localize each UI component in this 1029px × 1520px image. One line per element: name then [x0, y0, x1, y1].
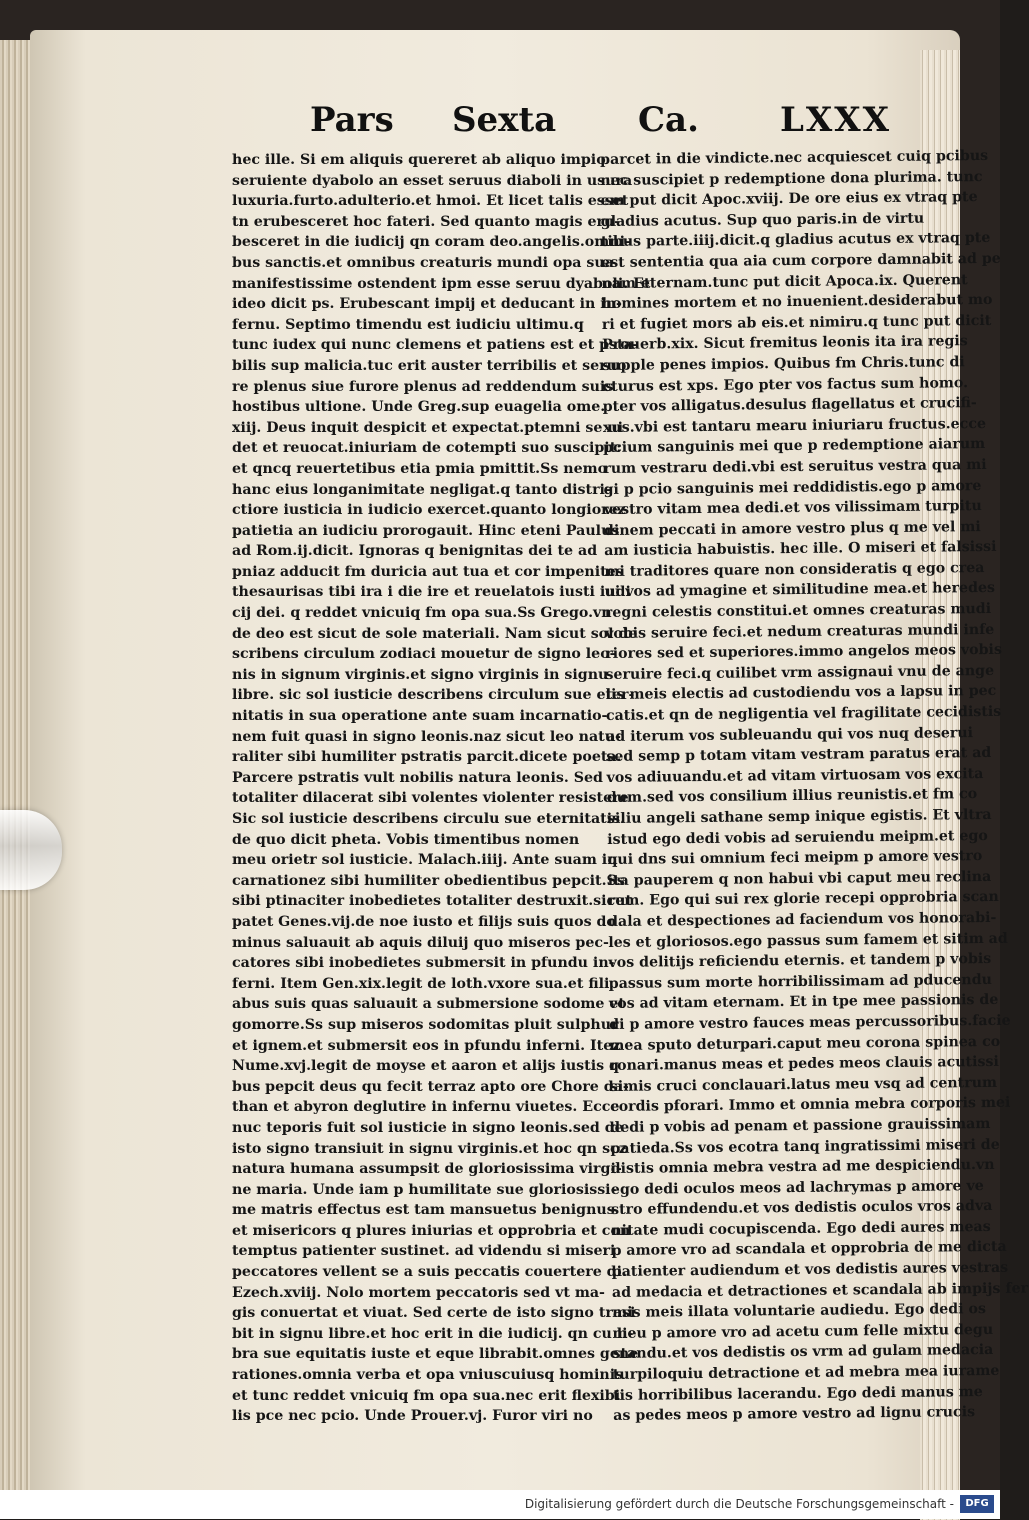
text-line: catores sibi inobedietes submersit in pfundu in- — [232, 955, 615, 972]
text-line: bilis sup malicia.tuc erit auster terribilis et seruo — [232, 357, 627, 374]
text-line: pter vos alligatus.desulus flagellatus et crucifi- — [602, 395, 977, 416]
text-line: gladius acutus. Sup quo paris.in de virtu — [600, 210, 925, 230]
text-line: hostibus ultione. Unde Greg.sup euagelia ome. — [232, 399, 606, 416]
text-line: tunc iudex qui nunc clemens et patiens est et psta- — [232, 337, 639, 354]
text-line: mi traditores quare non consideratis q ego crea — [604, 559, 985, 580]
text-line: lis pce nec pcio. Unde Prouer.vj. Furor viri no — [232, 1408, 593, 1425]
text-line: am iusticia habuistis. hec ille. O miseri et falsissi — [604, 539, 997, 560]
text-line: bra sue equitatis iuste et eque librabit.omnes gene — [232, 1346, 639, 1363]
text-line: temptus patienter sustinet. ad videndu si miseri — [232, 1243, 616, 1260]
text-line: nitatis in sua operatione ante suam incarnatio- — [232, 708, 608, 725]
text-line: ronari.manus meas et pedes meos clauis acutissi — [609, 1053, 999, 1075]
text-line: siliu angeli sathane semp inique egistis. Et vltra — [606, 806, 992, 827]
text-line: dedi p vobis ad penam et passione grauissimam — [610, 1115, 991, 1136]
text-line: les et gloriosos.ego passus sum famem et sitim ad — [608, 930, 1008, 951]
text-line: ui vos ad ymagine et similitudine mea.et heredes — [604, 580, 996, 601]
text-line: tn erubesceret hoc fateri. Sed quanto magis eru- — [232, 213, 621, 230]
text-line: dinem peccati in amore vestro plus q me vel mi — [603, 518, 981, 539]
text-line: catis.et qn de negligentia vel fragilitate cecidistis — [605, 703, 1002, 724]
footer-bar — [0, 1490, 1000, 1519]
text-line: me matris effectus est tam mansuetus benignus — [232, 1202, 615, 1219]
text-line: patienter audiendum et vos dedistis aures vestras — [611, 1259, 1009, 1281]
text-line: di p amore vestro fauces meas percussoribus.facie — [609, 1012, 1011, 1033]
text-line: scribens circulum zodiaci mouetur de signo leo- — [232, 646, 616, 663]
text-line: tibus parte.iiij.dicit.q gladius acutus ex vtraq pte — [600, 230, 991, 251]
text-line: minus saluauit ab aquis diluij quo miseros pec- — [232, 934, 609, 951]
text-line: vobis seruire feci.et nedum creaturas mundi infe — [604, 621, 995, 642]
text-line: et qncq reuertetibus etia pmia pmittit.Ss nemo — [232, 460, 608, 477]
text-line: Ezech.xviij. Nolo mortem peccatoris sed vt ma- — [232, 1284, 605, 1301]
text-line: ferni. Item Gen.xix.legit de loth.vxore sua.et fili — [232, 975, 610, 992]
text-line: fernu. Septimo timendu est iudiciu ultimu.q — [232, 316, 584, 333]
text-line: et tunc reddet vnicuiq fm opa sua.nec erit flexibi — [232, 1387, 621, 1404]
header-folio-number: LXXX — [780, 100, 892, 140]
text-line: rationes.omnia verba et opa vniuscuiusq hominis — [232, 1367, 624, 1384]
text-line: et misericors q plures iniurias et opprobria et con — [232, 1222, 631, 1239]
text-line: tis horribilibus lacerandu. Ego dedi manus me — [612, 1383, 983, 1404]
text-line: nam eternam.tunc put dicit Apoca.ix. Querent — [601, 271, 968, 292]
footer-credit: Digitalisierung gefördert durch die Deutsche Forschungsgemeinschaft - — [524, 1497, 954, 1511]
text-line: ad iterum vos subleuandu qui vos nuq deserui — [606, 724, 974, 745]
text-line: supple penes impios. Quibus fm Chris.tunc di — [602, 354, 965, 374]
text-line: qui dns sui omnium feci meipm p amore vestro — [607, 848, 983, 869]
text-line: cordis pforari. Immo et omnia mebra corporis mei — [609, 1095, 1011, 1116]
text-line: sed semp p totam vitam vestram paratus erat ad — [606, 745, 992, 766]
text-line: regni celestis constitui.et omnes creaturas mudi — [604, 600, 992, 622]
text-line: ri et fugiet mors ab eis.et nimiru.q tunc put dicit — [601, 312, 992, 333]
text-line: nec suscipiet p redemptione dona plurima. tunc — [600, 168, 983, 189]
text-line: ctiore iusticia in iudicio exercet.quanto longiorez — [232, 502, 626, 519]
text-line: dala et despectiones ad faciendum vos honorabi- — [608, 909, 997, 930]
text-line: vestro vitam mea dedi.et vos vilissimam turpitu — [603, 498, 982, 519]
text-line: nis in signum virginis.et signo virginis in signu — [232, 666, 609, 683]
text-line: cij dei. q reddet vnicuiq fm opa sua.Ss Grego.vn — [232, 605, 612, 622]
text-line: distis omnia mebra vestra ad me despiciendu.vn — [610, 1157, 995, 1178]
text-line: ita pauperem q non habui vbi caput meu reclina — [607, 868, 992, 889]
text-line: vos adiuuandu.et ad vitam virtuosam vos excita — [606, 765, 984, 786]
text-line: Prouerb.xix. Sicut fremitus leonis ita ira regis — [601, 333, 968, 354]
text-line: gis conuertat et viuat. Sed certe de isto signo trasi — [232, 1305, 636, 1322]
text-line: parcet in die vindicte.nec acquiescet cuiq pcibus — [600, 147, 989, 168]
text-line: est sententia qua aia cum corpore damnabit ad pe — [601, 250, 1001, 271]
text-line: nuc teporis fuit sol iusticie in signo leonis.sed de — [232, 1119, 624, 1136]
text-line: seruiente dyabolo an esset seruus diaboli in usura — [232, 172, 633, 189]
text-line: bus pepcit deus qu fecit terraz apto ore Chore da- — [232, 1078, 629, 1095]
text-line: lis meis electis ad custodiendu vos a lapsu in pec — [605, 683, 997, 704]
text-line: de deo est sicut de sole materiali. Nam sicut sol de — [232, 625, 638, 642]
running-header — [310, 100, 910, 150]
text-line: vos ad vitam eternam. Et in tpe mee passionis de — [608, 992, 999, 1013]
text-line: Nume.xvj.legit de moyse et aaron et alijs iustis q — [232, 1058, 619, 1075]
text-line: rum vestraru dedi.vbi est seruitus vestra qua mi — [603, 456, 987, 477]
text-line: raliter sibi humiliter pstratis parcit.dicete poeta. — [232, 749, 622, 766]
text-line: natura humana assumpsit de gloriosissima virgi- — [232, 1161, 622, 1178]
text-line: meu p amore vro ad acetu cum felle mixtu degu — [612, 1321, 994, 1342]
text-line: isto signo transiuit in signu virginis.et hoc qn scz — [232, 1140, 627, 1157]
text-line: manifestissime ostendent ipm esse seruu dyaboli. Et — [232, 275, 651, 292]
text-line: p amore vro ad scandala et opprobria de me dicta — [611, 1239, 1007, 1260]
text-line: bit in signu libre.et hoc erit in die iudicij. qn cu li- — [232, 1325, 634, 1342]
text-line: riores sed et superiores.immo angelos meos vobis — [605, 642, 1002, 663]
text-line: pcium sanguinis mei que p redemptione aiarum — [603, 436, 986, 457]
left-text-column — [232, 150, 651, 1427]
text-line: mea sputo deturpari.caput meu corona spinea co — [609, 1033, 1001, 1054]
text-line: besceret in die iudicij qn coram deo.angelis.omni- — [232, 234, 631, 251]
dfg-logo: DFG — [960, 1495, 994, 1513]
text-line: cturus est xps. Ego pter vos factus sum homo. — [602, 374, 969, 395]
header-word-pars: Pars — [310, 100, 394, 140]
text-line: ego dedi oculos meos ad lachrymas p amore ve — [610, 1177, 984, 1198]
text-line: homines mortem et no inuenient.desiderabut mo — [601, 292, 993, 313]
text-line: passus sum morte horribilissimam ad pducendu — [608, 971, 992, 992]
text-line: abus suis quas saluauit a submersione sodome et — [232, 996, 625, 1013]
text-line: standu.et vos dedistis os vrm ad gulam medacia — [612, 1342, 994, 1363]
text-line: xus.vbi est tantaru mearu iniuriaru fructus.ecce — [602, 415, 987, 436]
text-line: nem fuit quasi in signo leonis.naz sicut leo natu- — [232, 728, 621, 745]
text-line: istud ego dedi vobis ad seruiendu meipm.et ego — [607, 827, 988, 848]
text-line: thesaurisas tibi ira i die ire et reuelatois iusti iudi — [232, 584, 631, 601]
text-line: pniaz adducit fm duricia aut tua et cor impenites — [232, 563, 624, 580]
text-line: nitate mudi cocupiscenda. Ego dedi aures meas — [611, 1218, 991, 1239]
text-line: hec ille. Si em aliquis quereret ab aliquo impio — [232, 152, 606, 168]
text-line: ad medacia et detractiones et scandala ab impijs fer — [611, 1280, 1029, 1301]
text-line: ne maria. Unde iam p humilitate sue gloriosissi- — [232, 1181, 617, 1198]
text-line: Parcere pstratis vult nobilis natura leonis. Sed — [232, 769, 603, 786]
text-line: et ignem.et submersit eos in pfundu inferni. Itez — [232, 1037, 621, 1054]
text-line: xiij. Deus inquit despicit et expectat.ptemni se ui — [232, 419, 624, 436]
text-line: stro effundendu.et vos dedistis oculos vros adva — [611, 1198, 993, 1219]
text-line: carnationez sibi humiliter obedientibus pepcit.Ss — [232, 872, 625, 889]
text-line: bus sanctis.et omnibus creaturis mundi opa sua — [232, 254, 614, 271]
text-line: rem. Ego qui sui rex glorie recepi opprobria scan — [607, 889, 999, 910]
text-line: gi p pcio sanguinis mei reddidistis.ego p amore — [603, 477, 982, 498]
text-line: meu orietr sol iusticie. Malach.iiij. Ante suam in — [232, 852, 618, 869]
text-line: sibi ptinaciter inobedietes totaliter destruxit.sicut — [232, 893, 633, 910]
text-line: than et abyron deglutire in infernu viuetes. Ecce — [232, 1099, 620, 1116]
text-line: ideo dicit ps. Erubescant impij et deducant in in- — [232, 296, 622, 313]
right-text-column — [600, 146, 1029, 1426]
text-line: hanc eius longanimitate negligat.q tanto distri- — [232, 481, 611, 498]
text-line: det et reuocat.iniuriam de cotempti suo suscipit: — [232, 440, 622, 457]
text-line: patieda.Ss vos ecotra tanq ingratissimi miseri de — [610, 1136, 1000, 1157]
text-line: ad Rom.ij.dicit. Ignoras q benignitas dei te ad — [232, 543, 598, 560]
text-line: seruire feci.q cuilibet vrm assignaui vnu de ange — [605, 662, 995, 683]
text-line: luxuria.furto.adulterio.et hmoi. Et licet talis esset — [232, 193, 629, 210]
header-word-ca: Ca. — [638, 100, 699, 140]
header-word-sexta: Sexta — [452, 100, 557, 140]
text-line: mis meis illata voluntarie audiedu. Ego dedi os — [612, 1301, 987, 1322]
text-line: em put dicit Apoc.xviij. De ore eius ex vtraq pte — [600, 189, 978, 210]
text-line: libre. sic sol iusticie describens circulum sue eter- — [232, 687, 635, 704]
text-line: simis cruci conclauari.latus meu vsq ad centrum — [609, 1074, 998, 1095]
text-line: as pedes meos p amore vestro ad lignu crucis — [613, 1404, 976, 1425]
text-line: Sic sol iusticie describens circulu sue eternitatis. — [232, 811, 626, 827]
text-line: peccatores vellent se a suis peccatis couertere di. — [232, 1264, 627, 1281]
text-line: dum.sed vos consilium illius reunistis.et fm co — [606, 786, 978, 807]
text-line: re plenus siue furore plenus ad reddendum suis — [232, 378, 614, 395]
text-line: turpiloquiu detractione et ad mebra mea iurame — [612, 1362, 1000, 1383]
text-line: de quo dicit pheta. Vobis timentibus nomen — [232, 831, 580, 848]
text-line: vos delitijs reficiendu eternis. et tandem p vobis — [608, 951, 992, 972]
text-line: gomorre.Ss sup miseros sodomitas pluit sulphur — [232, 1016, 619, 1033]
text-line: patietia an iudiciu prorogauit. Hinc eteni Paulus — [232, 522, 620, 539]
text-line: totaliter dilacerat sibi volentes violenter resistere — [232, 790, 629, 807]
text-line: patet Genes.vij.de noe iusto et filijs suis quos do — [232, 913, 616, 930]
